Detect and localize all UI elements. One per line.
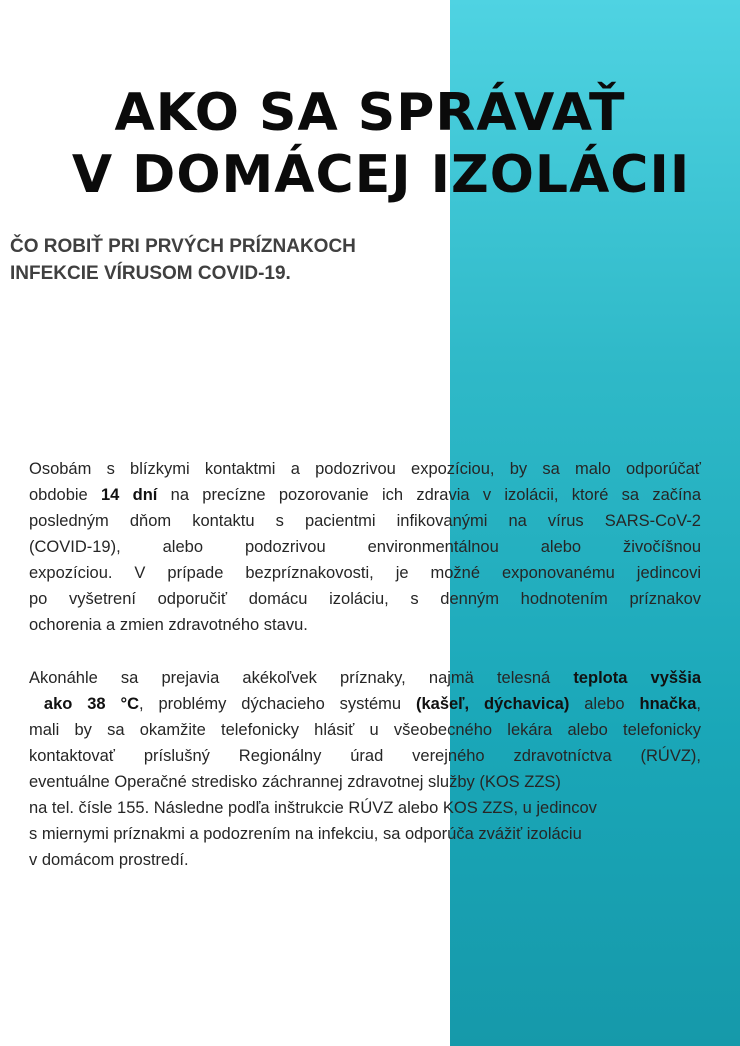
paragraph-1-line-5: expozíciou. V prípade bezpríznakovosti, je možné exponovanému jedincovi [29, 564, 701, 582]
paragraph-2-line-1 [29, 665, 701, 691]
text-fragment: na precízne pozorovanie ich zdravia v izolácii, ktoré sa začína [157, 486, 701, 504]
paragraph-1-line-1: Osobám s blízkymi kontaktmi a podozrivou expozíciou, by sa malo odporúčať [29, 460, 701, 478]
bold-temperature: teplota vyššia [573, 669, 701, 687]
paragraph-1-line-2 [29, 482, 701, 508]
title-line-2: V DOMÁCEJ IZOLÁCII [71, 145, 691, 205]
text-fragment: alebo [569, 695, 640, 713]
bold-temperature-value: ako 38 °C [43, 695, 140, 713]
paragraph-2-line-2 [29, 691, 701, 717]
paragraph-symptoms [29, 665, 701, 873]
paragraph-1-line-4: (COVID-19), alebo podozrivou environmentálnou alebo živočíšnou [29, 538, 701, 556]
paragraph-2-line-3: mali by sa okamžite telefonicky hlásiť u všeobecného lekára alebo telefonicky [29, 721, 701, 739]
text-fragment: , problémy dýchacieho systému [139, 695, 416, 713]
paragraph-2-line-4: kontaktovať príslušný Regionálny úrad verejného zdravotníctva (RÚVZ), [29, 747, 701, 765]
text-fragment: Akonáhle sa prejavia akékoľvek príznaky, najmä telesná [29, 669, 574, 687]
paragraph-spacer [29, 638, 701, 665]
subtitle-line-1: ČO ROBIŤ PRI PRVÝCH PRÍZNAKOCH [10, 236, 356, 257]
subtitle [10, 233, 440, 287]
paragraph-2-line-6: na tel. čísle 155. Následne podľa inštrukcie RÚVZ alebo KOS ZZS, u jedincov [29, 799, 597, 817]
subtitle-line-2: INFEKCIE VÍRUSOM COVID-19. [10, 263, 291, 284]
text-fragment: obdobie [29, 486, 101, 504]
bold-diarrhea: hnačka [639, 695, 697, 713]
paragraph-2-line-5: eventuálne Operačné stredisko záchrannej zdravotnej služby (KOS ZZS) [29, 773, 561, 791]
bold-duration: 14 dní [101, 486, 158, 504]
text-fragment: , [696, 695, 701, 713]
body-text [29, 456, 701, 873]
paragraph-1-line-6: po vyšetrení odporučiť domácu izoláciu, s denným hodnotením príznakov [29, 590, 701, 608]
paragraph-1-line-3: posledným dňom kontaktu s pacientmi infikovanými na vírus SARS-CoV-2 [29, 512, 701, 530]
paragraph-2-line-8: v domácom prostredí. [29, 851, 189, 869]
title-line-1: AKO SA SPRÁVAŤ [114, 83, 626, 143]
page-title [0, 82, 740, 206]
paragraph-2-line-7: s miernymi príznakmi a podozrením na infekciu, sa odporúča zvážiť izoláciu [29, 825, 582, 843]
bold-respiratory-symptoms: (kašeľ, dýchavica) [415, 695, 570, 713]
paragraph-isolation-period [29, 456, 701, 638]
paragraph-1-line-7: ochorenia a zmien zdravotného stavu. [29, 616, 308, 634]
